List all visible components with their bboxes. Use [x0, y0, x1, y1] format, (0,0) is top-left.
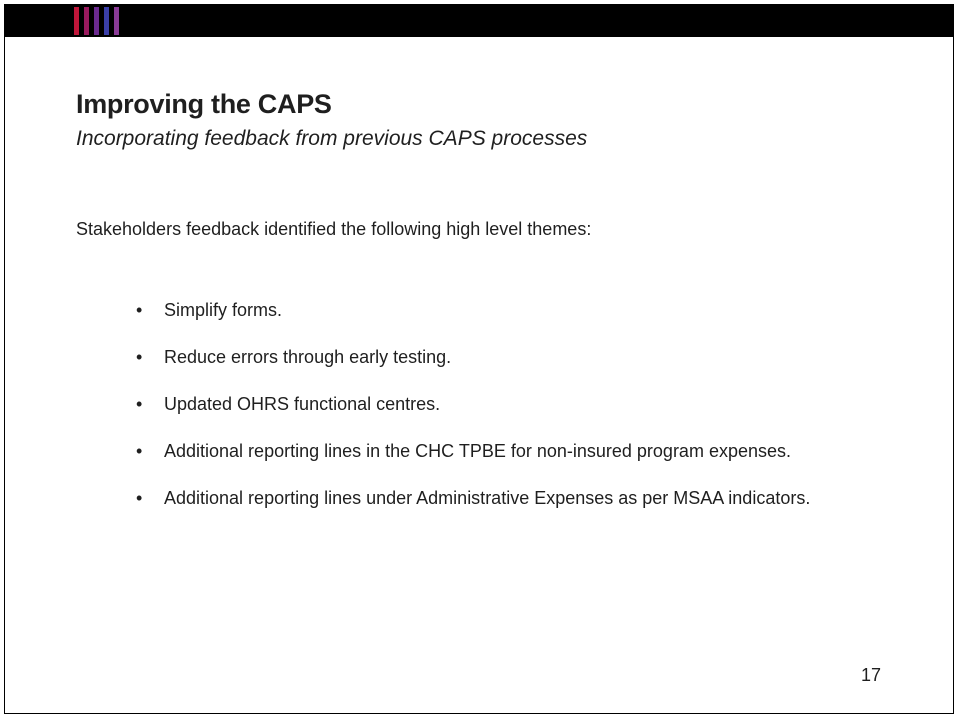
- bullet-text: Additional reporting lines under Administrative Expenses as per MSAA indicators.: [164, 488, 811, 508]
- bullet-dot-icon: •: [136, 394, 143, 414]
- slide-title: Improving the CAPS: [76, 89, 332, 119]
- slide-subtitle: Incorporating feedback from previous CAPS processes: [76, 127, 588, 150]
- brand-stripe: [94, 7, 99, 35]
- bullet-dot-icon: •: [136, 300, 143, 320]
- bullet-item: [134, 428, 874, 475]
- bullet-dot-icon: •: [136, 488, 143, 508]
- brand-stripe: [104, 7, 109, 35]
- bullet-text: Reduce errors through early testing.: [164, 347, 452, 367]
- bullet-text: Updated OHRS functional centres.: [164, 394, 441, 414]
- bullet-dot-icon: •: [136, 441, 143, 461]
- brand-stripe: [114, 7, 119, 35]
- page-number: 17: [861, 665, 882, 685]
- header-bar: [5, 5, 953, 37]
- bullet-item: [134, 334, 874, 381]
- bullet-dot-icon: •: [136, 347, 143, 367]
- bullet-item: [134, 287, 874, 334]
- bullet-text: Simplify forms.: [164, 300, 283, 320]
- intro-text: Stakeholders feedback identified the following high level themes:: [76, 219, 592, 239]
- brand-stripe: [84, 7, 89, 35]
- bullet-item: [134, 381, 874, 428]
- slide: [4, 4, 954, 714]
- bullet-text: Additional reporting lines in the CHC TPBE for non-insured program expenses.: [164, 441, 791, 461]
- bullet-item: [134, 475, 874, 522]
- bullet-list: [134, 287, 874, 522]
- brand-stripes: [74, 7, 119, 35]
- brand-stripe: [74, 7, 79, 35]
